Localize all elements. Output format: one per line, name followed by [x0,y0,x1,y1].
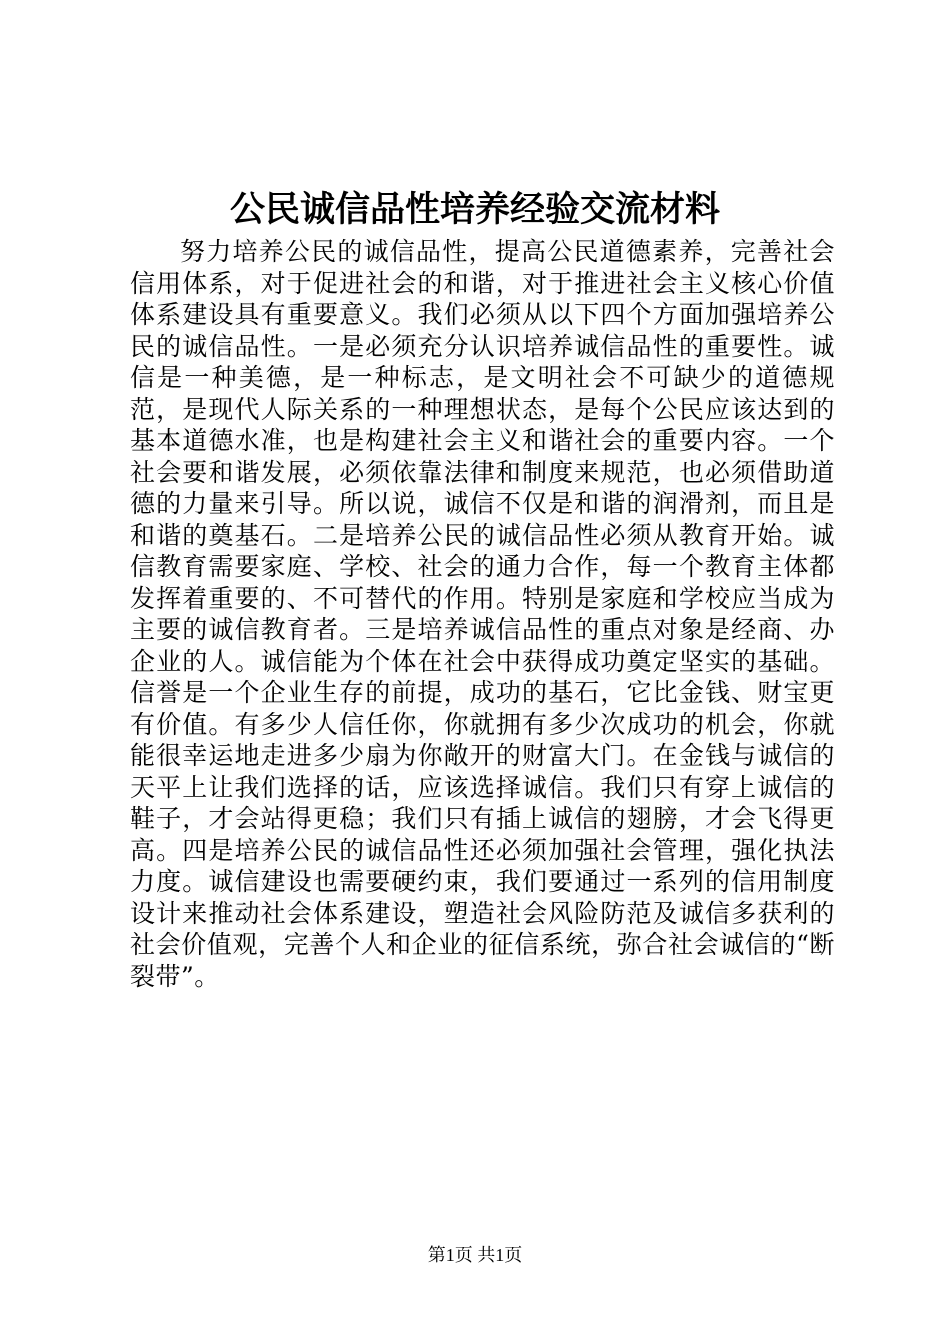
page-number-footer: 第1页 共1页 [427,1245,523,1265]
document-title: 公民诚信品性培养经验交流材料 [229,189,720,230]
document-body-paragraph: 努力培养公民的诚信品性，提高公民道德素养，完善社会信用体系，对于促进社会的和谐，对于推进社会主义核心价值体系建设具有重要意义。我们必须从以下四个方面加强培养公民的诚信品性。一是必须充分认识培养诚信品性的重要性。诚信是一种美德，是一种标志，是文明社会不可缺少的道德规范，是现代人际关系的一种理想状态，是每个公民应该达到的基本道德水准，也是构建社会主义和谐社会的重要内容。一个社会要和谐发展，必须依靠法律和制度来规范，也必须借助道德的力量来引导。所以说，诚信不仅是和谐的润滑剂，而且是和谐的奠基石。二是培养公民的诚信品性必须从教育开始。诚信教育需要家庭、学校、社会的通力合作，每一个教育主体都发挥着重要的、不可替代的作用。特别是家庭和学校应当成为主要的诚信教育者。三是培养诚信品性的重点对象是经商、办企业的人。诚信能为个体在社会中获得成功奠定坚实的基础。信誉是一个企业生存的前提，成功的基石，它比金钱、财宝更有价值。有多少人信任你，你就拥有多少次成功的机会，你就能很幸运地走进多少扇为你敞开的财富大门。在金钱与诚信的天平上让我们选择的话，应该选择诚信。我们只有穿上诚信的鞋子，才会站得更稳；我们只有插上诚信的翅膀，才会飞得更高。四是培养公民的诚信品性还必须加强社会管理，强化执法力度。诚信建设也需要硬约束，我们要通过一系列的信用制度设计来推动社会体系建设，塑造社会风险防范及诚信多获利的社会价值观，完善个人和企业的征信系统，弥合社会诚信的“断裂带”。 [130,237,835,991]
